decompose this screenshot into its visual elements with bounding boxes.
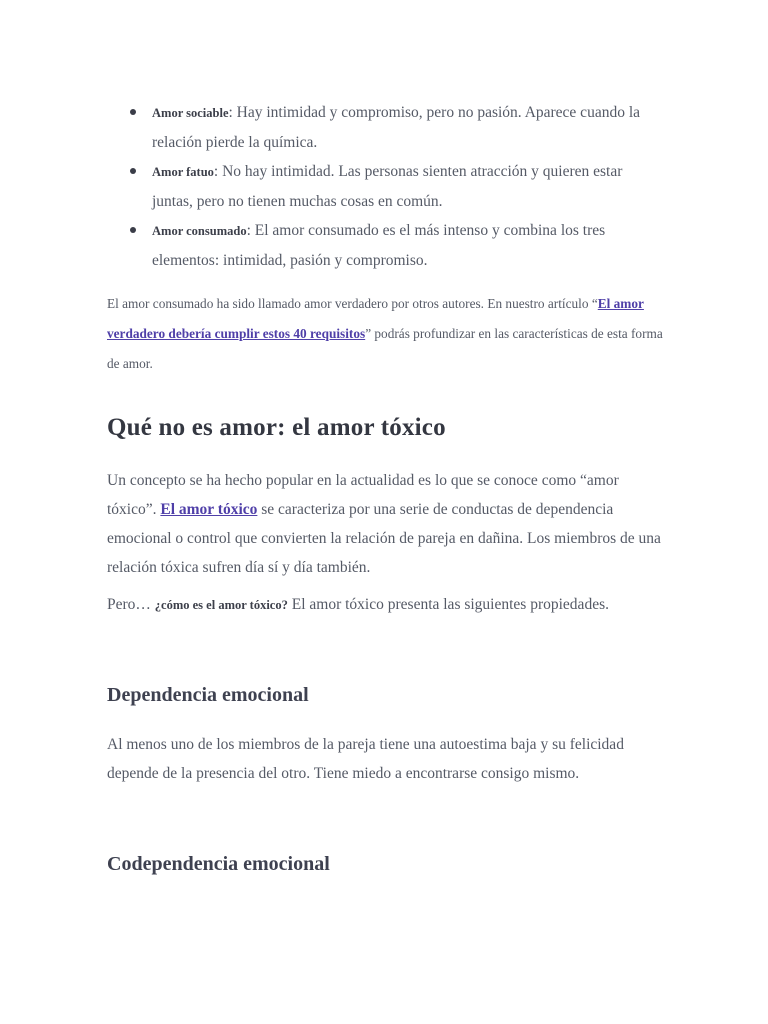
list-item-text: : El amor consumado es el más intenso y combina los tres elementos: intimidad, pasión y compromiso. xyxy=(152,222,606,269)
paragraph-text: Un concepto se ha hecho popular en la actualidad es lo que se conoce como “amor tóxico”. xyxy=(107,472,619,518)
list-item-text: : No hay intimidad. Las personas sienten atracción y quieren estar juntas, pero no tienen muchas cosas en común. xyxy=(152,163,623,210)
list-item xyxy=(107,98,667,157)
bullet-icon xyxy=(130,109,136,115)
section-heading-toxic: Qué no es amor: el amor tóxico xyxy=(107,414,446,441)
article-link-amor-verdadero[interactable]: El amor verdadero debería cumplir estos 40 requisitos xyxy=(107,296,644,341)
paragraph-text: El amor consumado ha sido llamado amor verdadero por otros autores. En nuestro artículo “ xyxy=(107,296,598,311)
paragraph-text: Pero… xyxy=(107,596,155,613)
article-link-amor-toxico[interactable]: El amor tóxico xyxy=(160,501,258,518)
love-types-list xyxy=(107,98,667,275)
list-item-term: Amor sociable xyxy=(152,106,229,120)
question-bold: ¿cómo es el amor tóxico? xyxy=(154,598,288,612)
list-item xyxy=(107,216,667,275)
paragraph-text: ” podrás profundizar en las características de esta forma de amor. xyxy=(107,326,663,371)
paragraph-text: El amor tóxico presenta las siguientes propiedades. xyxy=(287,596,609,613)
list-item-text: : Hay intimidad y compromiso, pero no pasión. Aparece cuando la relación pierde la química. xyxy=(152,104,641,151)
list-item xyxy=(107,157,667,216)
toxic-paragraph-1 xyxy=(107,466,667,582)
list-item-term: Amor consumado xyxy=(152,224,247,238)
consumado-paragraph xyxy=(107,289,667,379)
list-item-term: Amor fatuo xyxy=(152,165,214,179)
dependencia-paragraph: Al menos uno de los miembros de la pareja tiene una autoestima baja y su felicidad depende de la presencia del otro. Tiene miedo a encontrarse consigo mismo. xyxy=(107,736,624,782)
paragraph-text: se caracteriza por una serie de conductas de dependencia emocional o control que convierten la relación de pareja en dañina. Los miembros de una relación tóxica sufren día sí y día también. xyxy=(107,501,661,576)
toxic-paragraph-2 xyxy=(107,590,667,620)
bullet-icon xyxy=(130,227,136,233)
section-heading-codependencia: Codependencia emocional xyxy=(107,853,330,875)
section-heading-dependencia: Dependencia emocional xyxy=(107,684,309,706)
bullet-icon xyxy=(130,168,136,174)
